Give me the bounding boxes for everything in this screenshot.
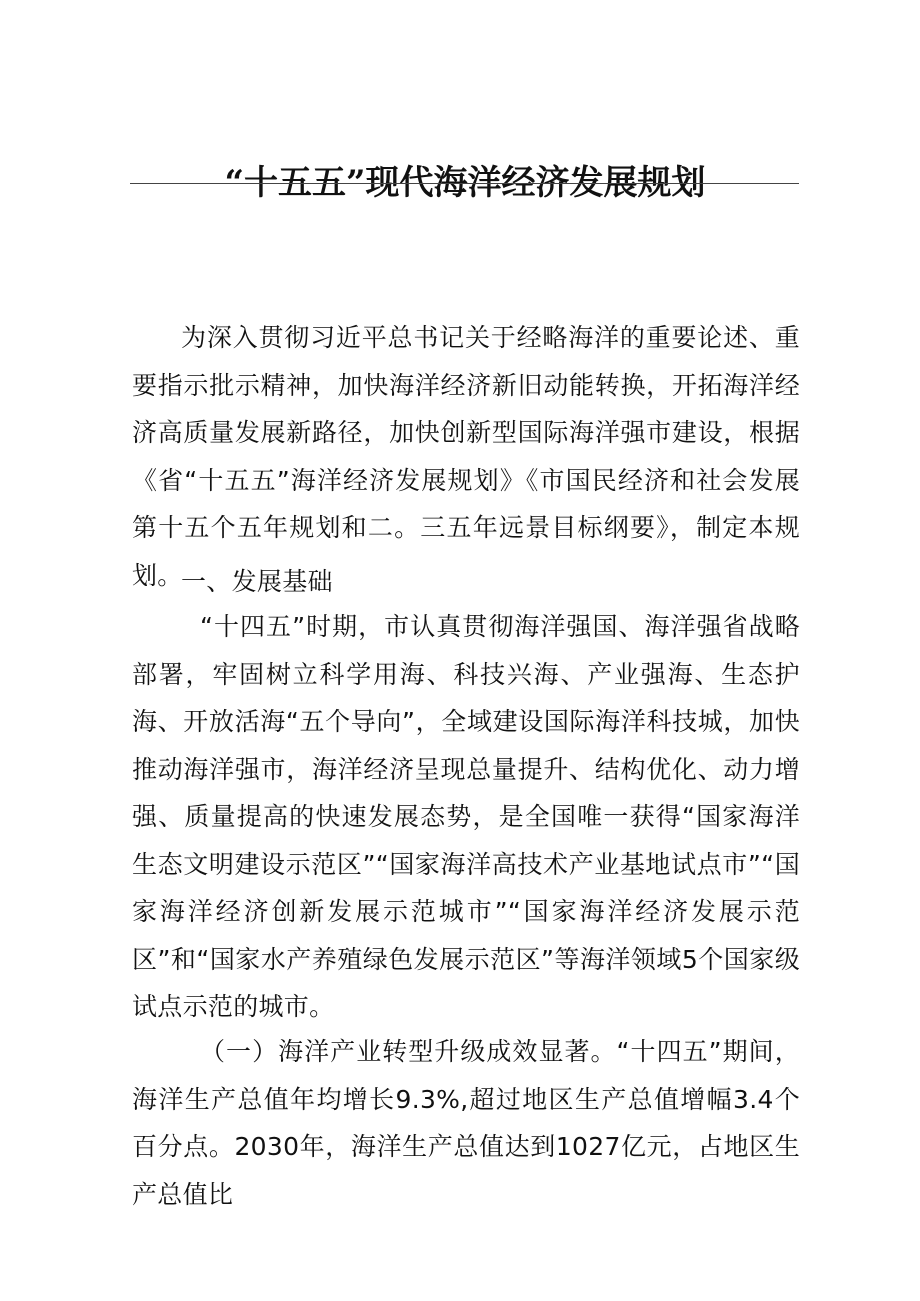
title-underline <box>130 183 799 184</box>
subsection-paragraph: （一）海洋产业转型升级成效显著。“十四五”期间，海洋生产总值年均增长9.3%,超过地区生产总值增幅3.4个百分点。2030年，海洋生产总值达到1027亿元，占地区生产总值比 <box>132 1037 800 1209</box>
page-title: “十五五”现代海洋经济发展规划 <box>224 162 706 203</box>
intro-paragraph: 为深入贯彻习近平总书记关于经略海洋的重要论述、重要指示批示精神，加快海洋经济新旧动能转换，开拓海洋经济高质量发展新路径，加快创新型国际海洋强市建设，根据《省“十五五”海洋经济发展规划》《市国民经济和社会发展第十五个五年规划和二。三五年远景目标纲要》，制定本规划。 <box>132 323 800 590</box>
body-paragraph: “十四五”时期，市认真贯彻海洋强国、海洋强省战略部署，牢固树立科学用海、科技兴海、产业强海、生态护海、开放活海“五个导向”，全域建设国际海洋科技城，加快推动海洋强市，海洋经济呈现总量提升、结构优化、动力增强、质量提高的快速发展态势，是全国唯一获得“国家海洋生态文明建设示范区”“国家海洋高技术产业基地试点市”“国家海洋经济创新发展示范城市”“国家海洋经济发展示范区”和“国家水产养殖绿色发展示范区”等海洋领域5个国家级试点示范的城市。 <box>132 612 800 1021</box>
section-heading: 一、发展基础 <box>181 567 333 596</box>
